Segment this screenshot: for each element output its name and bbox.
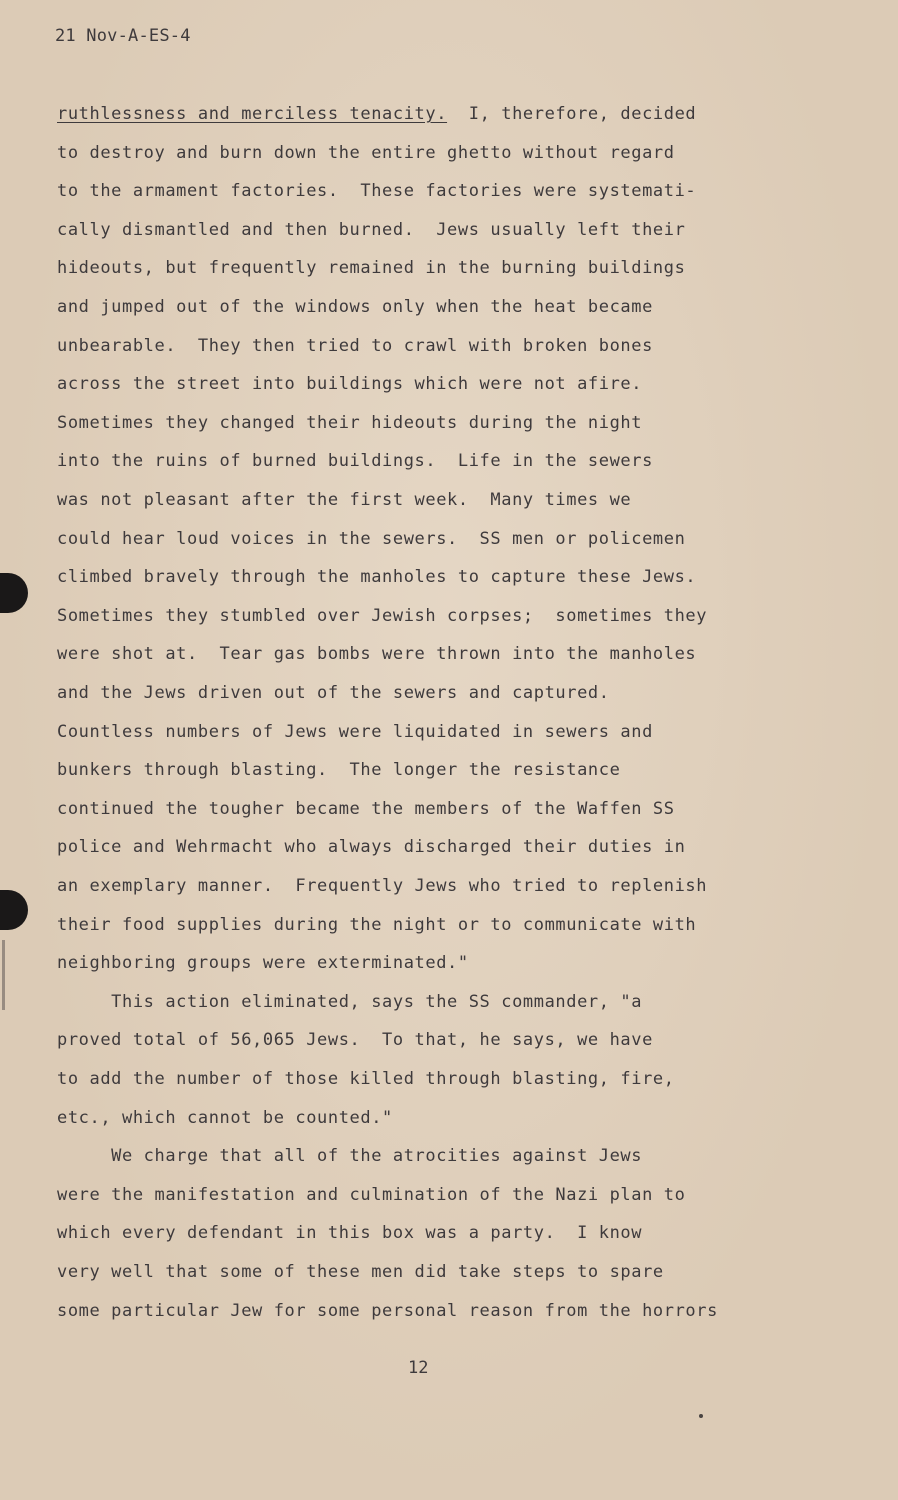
- line-text: continued the tougher became the members of the Waffen SS: [57, 799, 675, 819]
- text-line: [57, 644, 696, 664]
- line-text: into the ruins of burned buildings. Life in the sewers: [57, 451, 653, 471]
- text-line: [57, 876, 707, 896]
- line-text: to the armament factories. These factories were systemati-: [57, 181, 697, 201]
- line-text: cally dismantled and then burned. Jews usually left their: [57, 220, 686, 240]
- line-text: hideouts, but frequently remained in the burning buildings: [57, 258, 686, 278]
- text-line: [57, 258, 685, 278]
- text-line: [57, 683, 610, 703]
- line-text: and the Jews driven out of the sewers and captured.: [57, 683, 610, 703]
- text-line: [57, 567, 696, 587]
- text-line: [57, 915, 696, 935]
- edge-mark: [2, 940, 5, 1010]
- text-line: [57, 992, 642, 1012]
- line-text: bunkers through blasting. The longer the resistance: [57, 760, 621, 780]
- line-text: Sometimes they changed their hideouts during the night: [57, 413, 643, 433]
- text-line: [57, 1223, 642, 1243]
- line-text: very well that some of these men did take steps to spare: [57, 1262, 664, 1282]
- text-line: [57, 722, 653, 742]
- line-text: This action eliminated, says the SS commander, "a: [57, 992, 643, 1012]
- line-text: etc., which cannot be counted.": [57, 1108, 393, 1128]
- line-text: climbed bravely through the manholes to capture these Jews.: [57, 567, 697, 587]
- document-header: 21 Nov-A-ES-4: [55, 26, 191, 46]
- line-text: their food supplies during the night or to communicate with: [57, 915, 697, 935]
- text-line: [57, 1030, 653, 1050]
- line-text: neighboring groups were exterminated.": [57, 953, 469, 973]
- line-text: I, therefore, decided: [447, 104, 697, 124]
- line-text: police and Wehrmacht who always discharged their duties in: [57, 837, 686, 857]
- text-line: [57, 181, 696, 201]
- paper-speck: [699, 1414, 703, 1418]
- text-line: [57, 953, 469, 973]
- line-text: Sometimes they stumbled over Jewish corpses; sometimes they: [57, 606, 708, 626]
- line-text: were the manifestation and culmination of the Nazi plan to: [57, 1185, 686, 1205]
- line-text: We charge that all of the atrocities against Jews: [57, 1146, 643, 1166]
- text-line: [57, 220, 685, 240]
- line-text: could hear loud voices in the sewers. SS men or policemen: [57, 529, 686, 549]
- text-line: [57, 1108, 393, 1128]
- text-line: [57, 1262, 664, 1282]
- line-text: proved total of 56,065 Jews. To that, he says, we have: [57, 1030, 653, 1050]
- underlined-text: ruthlessness and merciless tenacity.: [57, 104, 448, 124]
- line-text: was not pleasant after the first week. Many times we: [57, 490, 632, 510]
- binder-hole-bottom: [0, 890, 28, 930]
- text-line: [57, 529, 685, 549]
- binder-hole-top: [0, 573, 28, 613]
- text-line: [57, 413, 642, 433]
- text-line: [57, 1069, 675, 1089]
- line-text: to add the number of those killed through blasting, fire,: [57, 1069, 675, 1089]
- line-text: to destroy and burn down the entire ghetto without regard: [57, 143, 675, 163]
- text-line: [57, 1301, 718, 1321]
- text-line: [57, 799, 675, 819]
- text-line: [57, 1185, 685, 1205]
- text-line: [57, 606, 707, 626]
- line-text: which every defendant in this box was a party. I know: [57, 1223, 643, 1243]
- text-line: [57, 297, 653, 317]
- text-line: [57, 837, 685, 857]
- text-line: [57, 104, 696, 124]
- line-text: unbearable. They then tried to crawl with broken bones: [57, 336, 653, 356]
- text-line: [57, 1146, 642, 1166]
- line-text: and jumped out of the windows only when the heat became: [57, 297, 653, 317]
- line-text: were shot at. Tear gas bombs were thrown into the manholes: [57, 644, 697, 664]
- text-line: [57, 451, 653, 471]
- text-line: [57, 490, 631, 510]
- text-line: [57, 374, 642, 394]
- line-text: some particular Jew for some personal reason from the horrors: [57, 1301, 718, 1321]
- text-line: [57, 143, 675, 163]
- line-text: across the street into buildings which were not afire.: [57, 374, 643, 394]
- text-line: [57, 336, 653, 356]
- line-text: Countless numbers of Jews were liquidated in sewers and: [57, 722, 653, 742]
- page-number: 12: [408, 1358, 429, 1378]
- text-line: [57, 760, 620, 780]
- line-text: an exemplary manner. Frequently Jews who tried to replenish: [57, 876, 708, 896]
